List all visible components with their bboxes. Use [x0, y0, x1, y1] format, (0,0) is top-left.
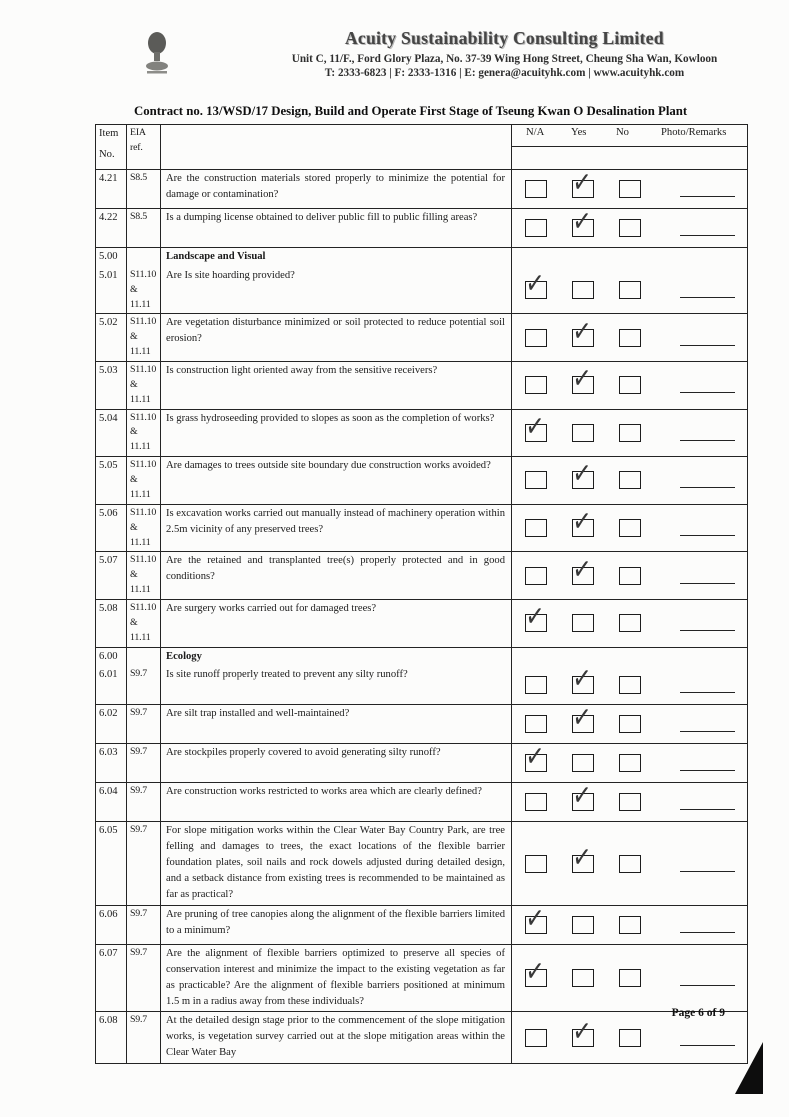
eia-ref: S8.5: [127, 209, 161, 247]
remarks-line: [680, 234, 735, 236]
checkbox-no-6.04: [619, 793, 641, 811]
checkbox-na-6.07: [524, 953, 547, 991]
marks-cell: [512, 362, 747, 409]
checkbox-yes-5.03: [571, 360, 594, 399]
checkbox-yes-6.07: [572, 969, 594, 987]
company-logo: [143, 30, 171, 76]
remarks-line: [680, 439, 735, 441]
checkmark-icon: ✓: [571, 660, 593, 699]
header-item-label: Item: [99, 128, 119, 139]
header-item-no: [96, 125, 127, 169]
eia-ref: S9.7: [127, 744, 161, 782]
eia-ref: S11.10 & 11.11: [127, 362, 161, 409]
checkbox-na-6.03: [524, 738, 547, 777]
marks-cell: [512, 648, 747, 667]
eia-ref: S11.10 & 11.11: [127, 267, 161, 314]
checkbox-yes-6.04: [571, 777, 594, 816]
checkbox-yes-5.02: [571, 312, 594, 351]
checkmark-icon: ✓: [571, 699, 593, 738]
checkbox-na-5.07: [525, 567, 547, 585]
checkbox-no-5.05: [619, 471, 641, 489]
letterhead: [0, 28, 789, 106]
checkbox-na-6.01: [525, 676, 547, 694]
question-text: Are the construction materials stored properly to minimize the potential for damage or contamination?: [161, 170, 512, 208]
checklist-row-6.04: [96, 777, 747, 822]
marks-cell: [512, 945, 747, 1012]
question-text: Is grass hydroseeding provided to slopes as soon as the completion of works?: [161, 410, 512, 457]
checkbox-na-4.22: [525, 219, 547, 237]
item-number: 5.03: [96, 362, 127, 409]
marks-cell: [512, 267, 747, 314]
eia-ref: [127, 648, 161, 667]
contract-title: Contract no. 13/WSD/17 Design, Build and Operate First Stage of Tseung Kwan O Desalination Plant: [134, 104, 688, 118]
company-name: Acuity Sustainability Consulting Limited: [345, 28, 664, 48]
question-text: Are vegetation disturbance minimized or soil protected to reduce potential soil erosion?: [161, 314, 512, 361]
checkbox-yes-5.06: [571, 503, 594, 541]
checkbox-na-5.06: [525, 519, 547, 537]
question-text: Are silt trap installed and well-maintained?: [161, 705, 512, 743]
question-text: Is site runoff properly treated to prevent any silty runoff?: [161, 666, 512, 704]
marks-cell: [512, 822, 747, 904]
checkmark-icon: ✓: [524, 738, 546, 777]
checkbox-yes-5.05: [571, 455, 594, 494]
question-text: Are surgery works carried out for damaged trees?: [161, 600, 512, 647]
checkbox-na-6.04: [525, 793, 547, 811]
remarks-line: [680, 391, 735, 393]
checkbox-yes-6.06: [572, 916, 594, 934]
table-body: [96, 163, 747, 1063]
item-number: 6.08: [96, 1012, 127, 1063]
marks-cell: [512, 248, 747, 267]
item-number: 6.07: [96, 945, 127, 1012]
checklist-row-6.07: [96, 945, 747, 1013]
checkmark-icon: ✓: [571, 455, 593, 494]
checkmark-icon: ✓: [571, 360, 593, 399]
remarks-line: [680, 629, 735, 631]
checkbox-yes-4.21: [571, 163, 594, 202]
page-number: Page 6 of 9: [671, 1007, 725, 1019]
checklist-row-5.01: [96, 267, 747, 315]
item-number: 5.08: [96, 600, 127, 647]
checkbox-no-6.05: [619, 855, 641, 873]
question-text: Are the alignment of flexible barriers optimized to preserve all species of conservation interest and minimize the impact to the existing vegetation as far as practicable? Are the alignment of flexible barriers positioned at minimum 1.5 m in a radius away from these individuals?: [161, 945, 512, 1012]
checkbox-no-5.03: [619, 376, 641, 394]
item-number: 5.00: [96, 248, 127, 267]
checkbox-yes-5.04: [572, 424, 594, 442]
checklist-row-5.04: [96, 407, 747, 458]
marks-cell: [512, 699, 747, 743]
checkbox-no-6.03: [619, 754, 641, 772]
checkbox-yes-5.08: [572, 614, 594, 632]
question-text: Is excavation works carried out manually instead of machinery operation within 2.5m vicinity of any preserved trees?: [161, 505, 512, 552]
checklist-row-6.03: [96, 738, 747, 783]
checkbox-yes-4.22: [571, 202, 594, 241]
section-title: Landscape and Visual: [161, 248, 512, 267]
checkbox-na-5.01: [524, 265, 547, 303]
remarks-line: [680, 582, 735, 584]
marks-cell: [512, 738, 747, 782]
section-row-6.00: [96, 648, 747, 667]
checkbox-no-5.04: [619, 424, 641, 442]
checkmark-icon: ✓: [571, 838, 593, 877]
checkbox-no-5.07: [619, 567, 641, 585]
remarks-line: [680, 931, 735, 933]
eia-ref: S9.7: [127, 705, 161, 743]
eia-ref: S9.7: [127, 906, 161, 944]
item-number: 6.06: [96, 906, 127, 944]
question-text: Are pruning of tree canopies along the alignment of the flexible barriers limited to a minimum?: [161, 906, 512, 944]
eia-ref: S11.10 & 11.11: [127, 457, 161, 504]
item-number: 5.02: [96, 314, 127, 361]
checkbox-no-5.02: [619, 329, 641, 347]
question-text: Is construction light oriented away from the sensitive receivers?: [161, 362, 512, 409]
checkmark-icon: ✓: [571, 202, 593, 241]
checkbox-na-6.05: [525, 855, 547, 873]
header-photo-remarks-label: Photo/Remarks: [661, 127, 727, 138]
remarks-line: [680, 870, 735, 872]
item-number: 5.06: [96, 505, 127, 552]
marks-cell: [512, 314, 747, 361]
remarks-line: [680, 534, 735, 536]
marks-cell: [512, 457, 747, 504]
section-title: Ecology: [161, 648, 512, 667]
item-number: 6.01: [96, 666, 127, 704]
checkmark-icon: ✓: [524, 953, 546, 991]
marks-cell: [512, 777, 747, 821]
item-number: 5.05: [96, 457, 127, 504]
remarks-line: [680, 195, 735, 197]
section-row-5.00: [96, 248, 747, 267]
checkbox-no-6.01: [619, 676, 641, 694]
item-number: 6.04: [96, 783, 127, 821]
checkmark-icon: ✓: [524, 265, 546, 303]
checkbox-na-6.02: [525, 715, 547, 733]
eia-ref: S11.10 & 11.11: [127, 552, 161, 599]
marks-cell: [512, 407, 747, 457]
checkmark-icon: ✓: [571, 163, 593, 202]
marks-cell: [512, 1012, 747, 1063]
checklist-row-6.06: [96, 899, 747, 945]
header-question-spacer: [161, 125, 512, 169]
remarks-line: [680, 730, 735, 732]
checkbox-no-4.21: [619, 180, 641, 198]
remarks-line: [680, 296, 735, 298]
marks-cell: [512, 552, 747, 599]
question-text: Are damages to trees outside site boundary due construction works avoided?: [161, 457, 512, 504]
eia-ref: S9.7: [127, 945, 161, 1012]
checkbox-yes-6.01: [571, 660, 594, 699]
question-text: At the detailed design stage prior to the commencement of the slope mitigation works, is vegetation survey carried out at the slope mitigation areas within the Clear Water Bay: [161, 1012, 512, 1063]
item-number: 4.21: [96, 170, 127, 208]
checkbox-no-5.06: [619, 519, 641, 537]
checkbox-na-4.21: [525, 180, 547, 198]
checklist-row-6.05: [96, 822, 747, 905]
header-marks: [512, 125, 747, 169]
item-number: 5.01: [96, 267, 127, 314]
question-text: Are the retained and transplanted tree(s) properly protected and in good conditions?: [161, 552, 512, 599]
marks-cell: [512, 202, 747, 247]
item-number: 6.00: [96, 648, 127, 667]
checkbox-yes-5.07: [571, 550, 594, 589]
table-header-row: [96, 125, 747, 170]
marks-cell: [512, 660, 747, 704]
letterhead-text: [232, 28, 777, 79]
question-text: Is a dumping license obtained to deliver public fill to public filling areas?: [161, 209, 512, 247]
eia-ref: S11.10 & 11.11: [127, 314, 161, 361]
checkbox-na-5.03: [525, 376, 547, 394]
checkbox-yes-6.03: [572, 754, 594, 772]
remarks-line: [680, 808, 735, 810]
remarks-line: [680, 486, 735, 488]
company-address: Unit C, 11/F., Ford Glory Plaza, No. 37-39 Wing Hong Street, Cheung Sha Wan, Kowloon: [291, 53, 718, 65]
item-number: 5.04: [96, 410, 127, 457]
eia-ref: S9.7: [127, 1012, 161, 1063]
marks-cell: [512, 163, 747, 208]
checkmark-icon: ✓: [571, 1012, 593, 1051]
checkbox-no-4.22: [619, 219, 641, 237]
header-no-label: No.: [99, 148, 115, 160]
checkbox-no-6.08: [619, 1029, 641, 1047]
checkmark-icon: ✓: [571, 550, 593, 589]
eia-ref: S11.10 & 11.11: [127, 410, 161, 457]
checklist-row-5.08: [96, 600, 747, 648]
checklist-table: [95, 124, 748, 1064]
header-na-label: N/A: [526, 127, 545, 138]
checklist-row-4.21: [96, 163, 747, 209]
header-eia-ref: EIA ref.: [127, 125, 161, 169]
checkmark-icon: ✓: [524, 598, 546, 637]
remarks-line: [680, 769, 735, 771]
checklist-row-5.07: [96, 552, 747, 600]
eia-ref: S11.10 & 11.11: [127, 505, 161, 552]
checkbox-na-5.05: [525, 471, 547, 489]
checkbox-yes-5.01: [572, 281, 594, 299]
checklist-row-6.08: [96, 1012, 747, 1063]
eia-ref: S9.7: [127, 783, 161, 821]
item-number: 5.07: [96, 552, 127, 599]
checkbox-na-5.08: [524, 598, 547, 637]
question-text: Are Is site hoarding provided?: [161, 267, 512, 314]
checklist-row-4.22: [96, 202, 747, 248]
checkbox-yes-6.08: [571, 1012, 594, 1051]
checklist-row-5.06: [96, 505, 747, 553]
marks-cell: [512, 899, 747, 944]
checkbox-no-5.01: [619, 281, 641, 299]
eia-ref: S9.7: [127, 666, 161, 704]
eia-ref: S9.7: [127, 822, 161, 904]
checklist-row-6.02: [96, 699, 747, 744]
company-contacts: T: 2333-6823 | F: 2333-1316 | E: genera@acuityhk.com | www.acuityhk.com: [324, 67, 685, 79]
item-number: 6.05: [96, 822, 127, 904]
checkbox-na-6.06: [524, 899, 547, 938]
checkbox-no-6.07: [619, 969, 641, 987]
header-yes-label: Yes: [571, 127, 587, 138]
checkbox-yes-6.05: [571, 838, 594, 877]
item-number: 4.22: [96, 209, 127, 247]
checkbox-no-6.02: [619, 715, 641, 733]
checkbox-no-5.08: [619, 614, 641, 632]
marks-cell: [512, 600, 747, 647]
checkmark-icon: ✓: [571, 503, 593, 541]
checkmark-icon: ✓: [571, 777, 593, 816]
remarks-line: [680, 984, 735, 986]
checkbox-na-6.08: [525, 1029, 547, 1047]
checkmark-icon: ✓: [524, 407, 546, 446]
item-number: 6.03: [96, 744, 127, 782]
remarks-line: [680, 1044, 735, 1046]
checklist-row-6.01: [96, 660, 747, 705]
marks-cell: [512, 505, 747, 552]
eia-ref: [127, 248, 161, 267]
checkbox-no-6.06: [619, 916, 641, 934]
header-marks-labels: [512, 125, 747, 138]
remarks-line: [680, 691, 735, 693]
checkbox-na-5.02: [525, 329, 547, 347]
checkbox-na-5.04: [524, 407, 547, 446]
remarks-line: [680, 344, 735, 346]
checklist-row-5.03: [96, 362, 747, 410]
question-text: Are construction works restricted to works area which are clearly defined?: [161, 783, 512, 821]
eia-ref: S8.5: [127, 170, 161, 208]
checklist-row-5.02: [96, 314, 747, 362]
eia-ref: S11.10 & 11.11: [127, 600, 161, 647]
checkmark-icon: ✓: [524, 899, 546, 938]
question-text: Are stockpiles properly covered to avoid generating silty runoff?: [161, 744, 512, 782]
checkbox-yes-6.02: [571, 699, 594, 738]
question-text: For slope mitigation works within the Clear Water Bay Country Park, are tree felling and damages to trees, the exact locations of the flexible barrier foundation plates, soil nails and rock dowels adjusted during detailed design, and a setback distance from existing trees is recommended to be maintained as far as practical?: [161, 822, 512, 904]
item-number: 6.02: [96, 705, 127, 743]
header-no-column-label: No: [616, 127, 629, 138]
checklist-row-5.05: [96, 457, 747, 505]
checkmark-icon: ✓: [571, 312, 593, 351]
